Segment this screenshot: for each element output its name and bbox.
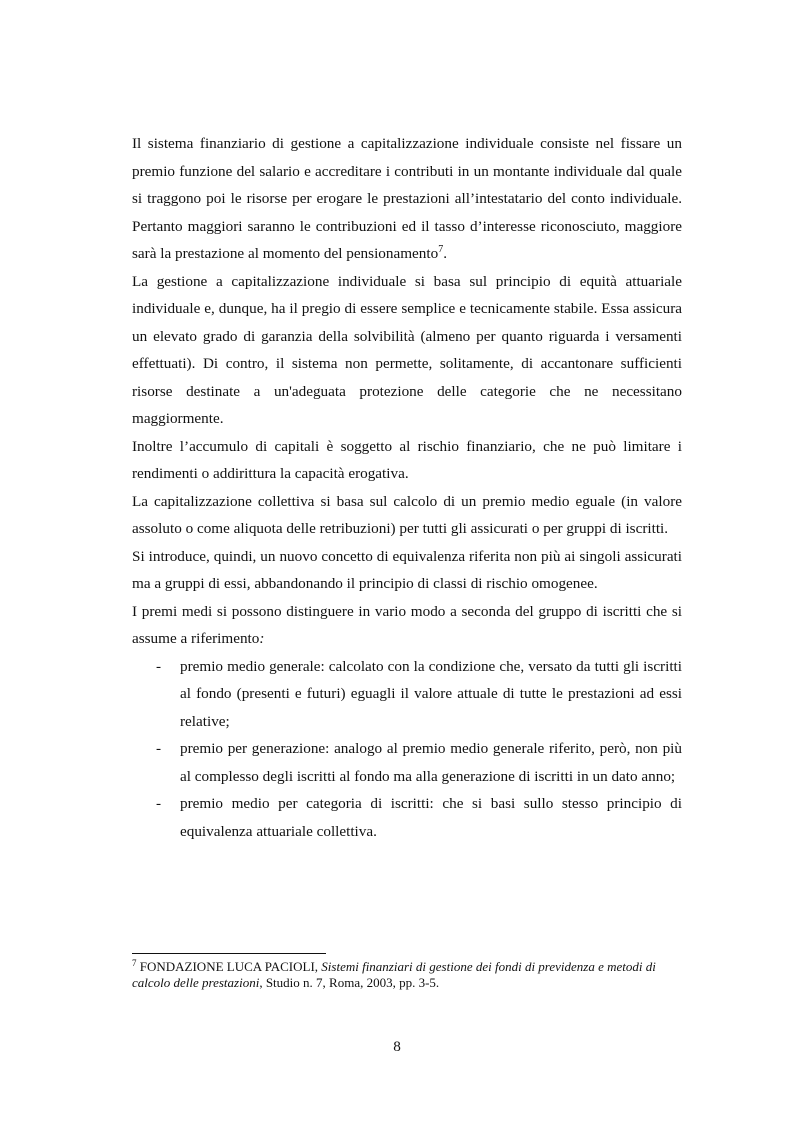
paragraph-6 [132,598,682,653]
paragraph-6-colon: : [259,630,265,647]
list-item-text: premio medio per categoria di iscritti: che si basi sullo stesso principio di equivalenza attuariale collettiva. [180,795,682,840]
paragraph-2: La gestione a capitalizzazione individuale si basa sul principio di equità attuariale individuale e, dunque, ha il pregio di essere semplice e tecnicamente stabile. Essa assicura un elevato grado di garanzia della solvibilità (almeno per quanto riguarda i versamenti effettuati). Di contro, il sistema non permette, solitamente, di accantonare sufficienti risorse destinate a un'adeguata protezione delle categorie che ne necessitano maggiormente. [132,272,682,427]
footnote [132,959,682,991]
paragraph-6-text: I premi medi si possono distinguere in vario modo a seconda del gruppo di iscritti che si assume a riferimento [132,602,682,647]
paragraph-5: Si introduce, quindi, un nuovo concetto di equivalenza riferita non più ai singoli assicurati ma a gruppi di essi, abbandonando il principio di classi di rischio omogenee. [132,547,682,592]
page-body [132,130,682,845]
list-item [132,735,682,790]
paragraph-1-text: Il sistema finanziario di gestione a capitalizzazione individuale consiste nel fissare un premio funzione del salario e accreditare i contributi in un montante individuale dal quale si traggono poi le risorse per erogare le prestazioni all’intestatario del conto individuale. Pertanto maggiori saranno le contribuzioni ed il tasso d’interesse riconosciuto, maggiore sarà la prestazione al momento del pensionamento [132,135,682,262]
list-item-text: premio per generazione: analogo al premio medio generale riferito, però, non più al complesso degli iscritti al fondo ma alla generazione di iscritti in un dato anno; [180,740,682,785]
list-dash: - [156,740,162,757]
footnote-number: 7 [132,958,137,968]
list-item [132,790,682,845]
page-number: 8 [393,1038,401,1055]
paragraph-1-end: . [443,245,447,262]
footnote-details: , Studio n. 7, Roma, 2003, pp. 3-5. [259,975,440,990]
footnote-title: Sistemi finanziari di gestione dei fondi di previdenza e metodi di calcolo delle prestazioni [132,959,656,990]
list-dash: - [156,795,162,812]
main-text [132,130,682,845]
paragraph-1 [132,130,682,268]
list-item [132,653,682,736]
premium-list [132,653,682,846]
list-dash: - [156,657,162,675]
footnote-separator [132,953,326,954]
paragraph-3: Inoltre l’accumulo di capitali è soggetto al rischio finanziario, che ne può limitare i rendimenti o addirittura la capacità erogativa. [132,437,682,482]
list-item-text: premio medio generale: calcolato con la condizione che, versato da tutti gli iscritti al fondo (presenti e futuri) eguagli il valore attuale di tutte le prestazioni ad essi relative; [180,657,682,730]
paragraph-4: La capitalizzazione collettiva si basa sul calcolo di un premio medio eguale (in valore assoluto o come aliquota delle retribuzioni) per tutti gli assicurati o per gruppi di iscritti. [132,492,682,537]
footnote-reference[interactable]: 7 [438,244,444,255]
footnote-author: FONDAZIONE LUCA PACIOLI, [139,959,319,974]
